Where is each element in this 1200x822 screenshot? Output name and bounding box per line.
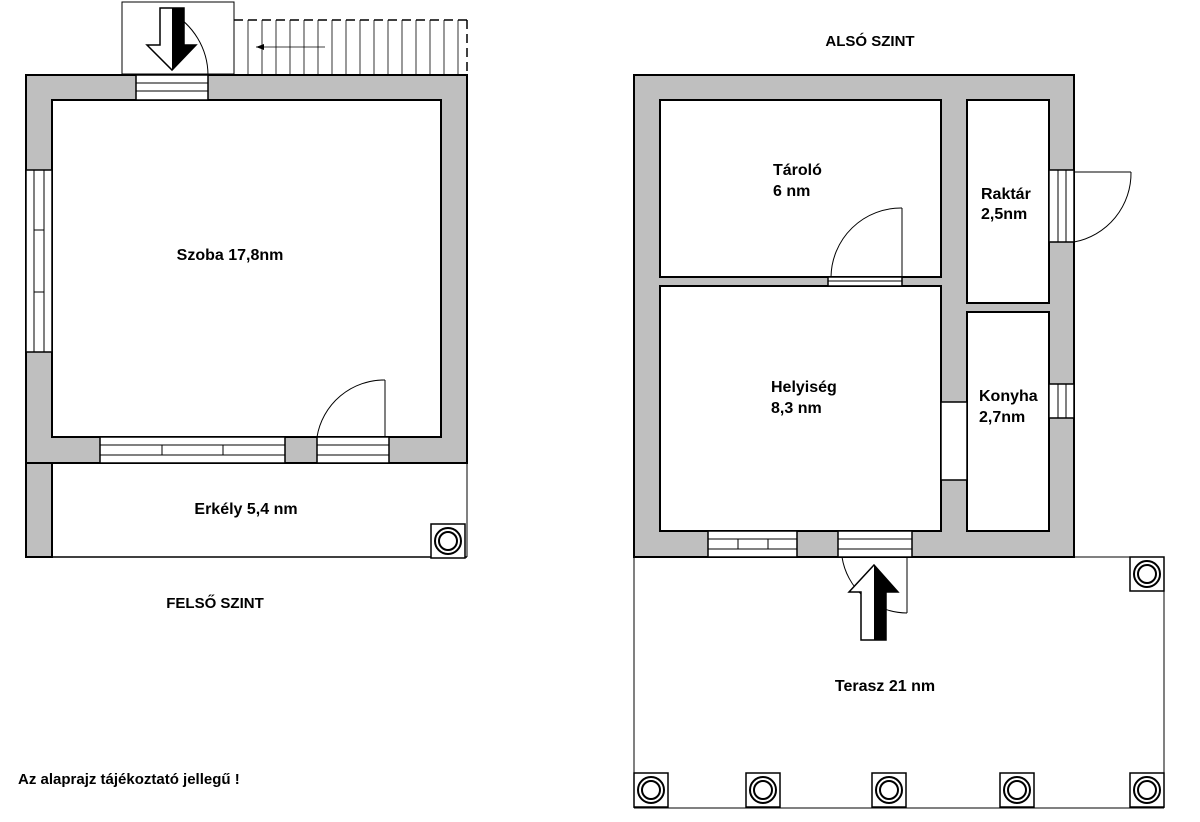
terrace-column	[634, 773, 668, 807]
room-szoba	[52, 100, 441, 437]
label-helyiseg-name: Helyiség	[771, 379, 837, 396]
konyha-opening	[941, 402, 967, 480]
label-konyha-name: Konyha	[979, 388, 1038, 405]
raktar-door	[1049, 170, 1131, 242]
upper-staircase	[234, 20, 467, 74]
terrace-column	[872, 773, 906, 807]
helyiseg-window	[708, 531, 797, 557]
lower-floor-title: ALSÓ SZINT	[825, 33, 915, 50]
lower-entry-arrow	[849, 565, 898, 640]
label-tarolo-area: 6 nm	[773, 183, 811, 200]
label-helyiseg-area: 8,3 nm	[771, 400, 822, 417]
lower-floor	[634, 32, 1164, 808]
balcony-wall	[26, 463, 52, 557]
label-erkely: Erkély 5,4 nm	[194, 501, 298, 518]
upper-bottom-window	[100, 437, 285, 463]
upper-entry-door	[136, 75, 208, 100]
balcony-column	[431, 524, 465, 558]
terrace-column	[1130, 557, 1164, 591]
label-terasz: Terasz 21 nm	[834, 678, 936, 695]
disclaimer-note: Az alaprajz tájékoztató jellegű !	[18, 771, 240, 788]
label-szoba: Szoba 17,8nm	[176, 247, 284, 264]
konyha-window	[1049, 384, 1074, 418]
terrace-column	[746, 773, 780, 807]
terrace-column	[1000, 773, 1034, 807]
label-konyha-area: 2,7nm	[979, 409, 1026, 426]
label-raktar-name: Raktár	[981, 186, 1031, 203]
upper-left-window	[26, 170, 52, 352]
terrace-column	[1130, 773, 1164, 807]
label-tarolo-name: Tároló	[773, 162, 822, 179]
upper-floor	[26, 2, 467, 612]
label-raktar-area: 2,5nm	[981, 206, 1028, 223]
upper-floor-title: FELSŐ SZINT	[166, 595, 264, 612]
